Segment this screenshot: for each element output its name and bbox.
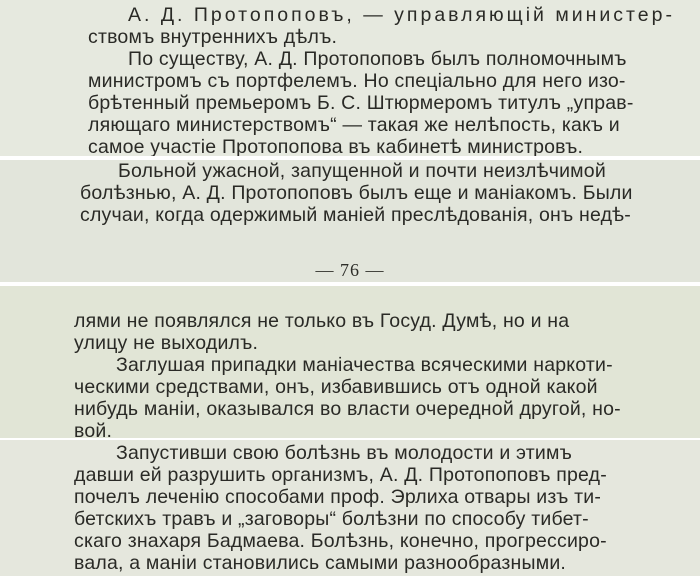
page-number: — 76 — (315, 260, 385, 280)
text-line: ческими средствами, онъ, избавившись отъ одной какой (74, 376, 598, 398)
text-line: вой. (74, 420, 113, 438)
text-line: нибудь маніи, оказывался во власти очередной другой, но- (74, 398, 621, 420)
text-line: болѣзнью, А. Д. Протопоповъ былъ еще и маніакомъ. Были (80, 182, 633, 204)
scan-strip-3 (0, 286, 700, 438)
text-line: Запустивши свою болѣзнь въ молодости и этимъ (116, 442, 572, 464)
text-line: давши ей разрушить организмъ, А. Д. Протопоповъ пред- (74, 464, 607, 486)
text-line: Больной ужасной, запущенной и почти неизлѣчимой (118, 160, 606, 182)
scan-strip-1 (0, 0, 700, 156)
text-line: вала, а маніи становились самыми разнообразными. (74, 552, 567, 574)
scan-strip-4 (0, 440, 700, 576)
text-line: брѣтенный премьеромъ Б. С. Штюрмеромъ титулъ „управ- (88, 92, 634, 114)
text-line: бетскихъ травъ и „заговоры“ болѣзни по способу тибет- (74, 508, 589, 530)
text-line: улицу не выходилъ. (74, 332, 259, 354)
text-line: скаго знахаря Бадмаева. Болѣзнь, конечно, прогрессиро- (74, 530, 607, 552)
text-line: самое участіе Протопопова въ кабинетѣ министровъ. (88, 136, 584, 156)
text-line: Заглушая припадки маніачества всяческими наркоти- (116, 354, 613, 376)
text-line: почелъ леченію способами проф. Эрлиха отвары изъ ти- (74, 486, 602, 508)
text-line: министромъ съ портфелемъ. Но спеціально для него изо- (88, 70, 626, 92)
text-line: лями не появлялся не только въ Госуд. Думѣ, но и на (74, 310, 570, 332)
text-line: ляющаго министерствомъ“ — такая же нелѣпость, какъ и (88, 114, 620, 136)
text-line: случаи, когда одержимый маніей преслѣдованія, онъ недѣ- (80, 204, 632, 226)
scan-strip-2 (0, 160, 700, 282)
text-line: ствомъ внутреннихъ дѣлъ. (88, 26, 338, 48)
text-line: А. Д. Протопоповъ, — управляющій министер- (128, 4, 675, 26)
text-line: По существу, А. Д. Протопоповъ былъ полномочнымъ (128, 48, 627, 70)
